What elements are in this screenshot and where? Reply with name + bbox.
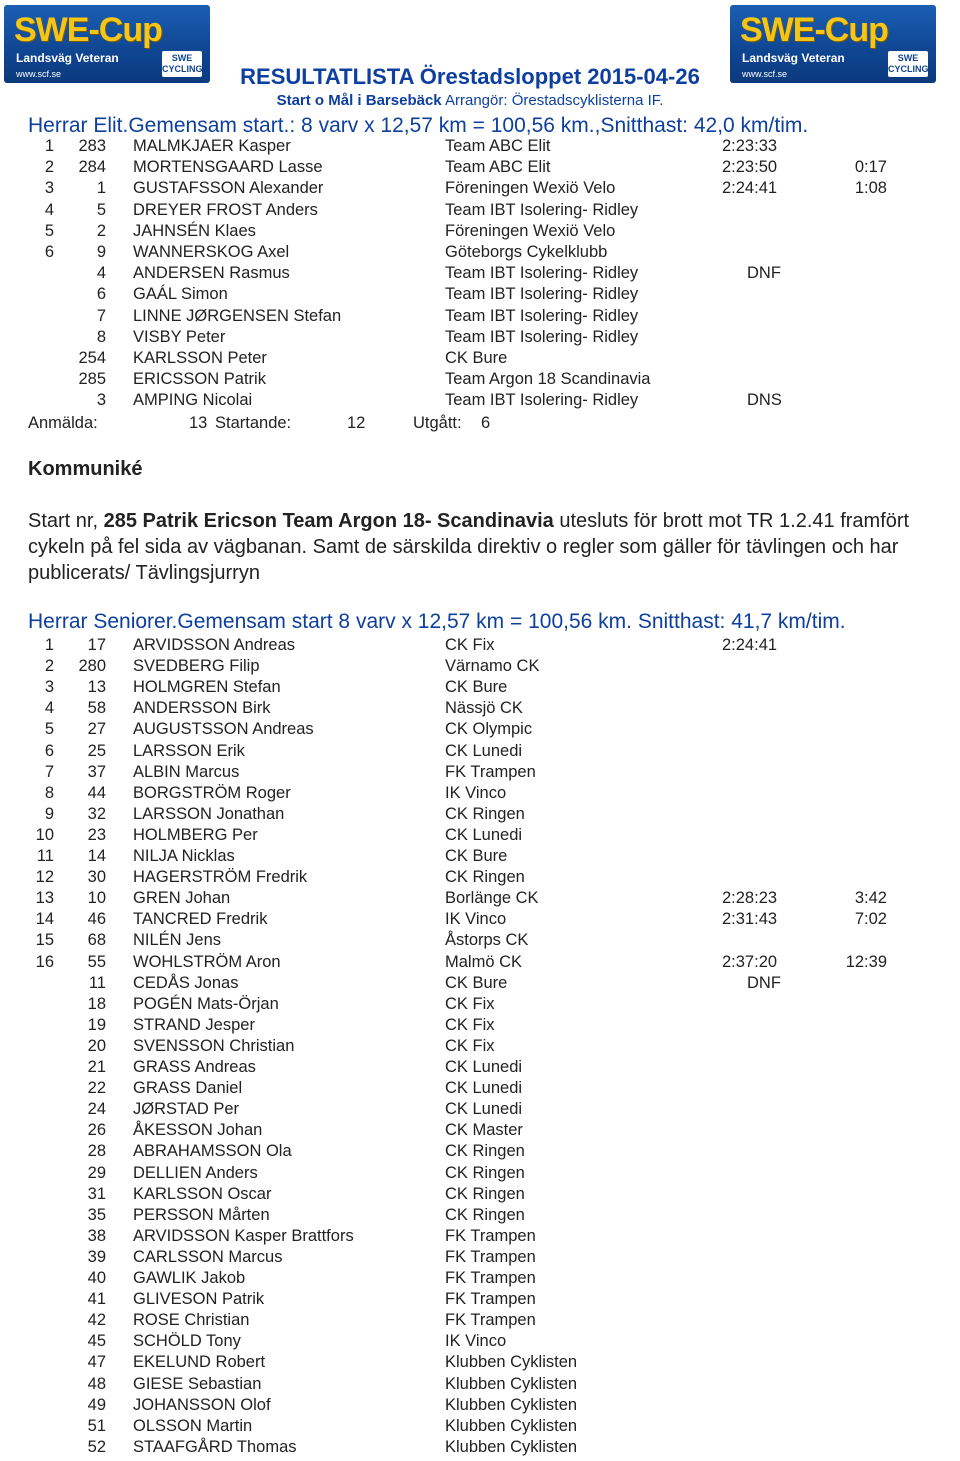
rider-name-cell: LINNE JØRGENSEN Stefan bbox=[133, 306, 342, 325]
start-number-cell: 25 bbox=[87, 741, 106, 760]
start-number-cell: 3 bbox=[96, 391, 106, 410]
swe-cup-logo-left bbox=[4, 5, 210, 83]
rider-name-cell: EKELUND Robert bbox=[133, 1353, 266, 1372]
table-row bbox=[0, 1015, 960, 1036]
table-row bbox=[0, 390, 960, 411]
status-cell: DNS bbox=[747, 391, 782, 410]
start-number-cell: 6 bbox=[96, 285, 106, 304]
rider-name-cell: JOHANSSON Olof bbox=[133, 1395, 271, 1414]
table-row bbox=[0, 909, 960, 930]
position-cell: 15 bbox=[35, 931, 54, 950]
rider-name-cell: SCHÖLD Tony bbox=[133, 1332, 241, 1351]
table-row bbox=[0, 1247, 960, 1268]
logo-url: www.scf.se bbox=[742, 69, 788, 79]
rider-name-cell: GRASS Daniel bbox=[133, 1079, 243, 1098]
table-row bbox=[0, 1395, 960, 1416]
rider-name-cell: GRASS Andreas bbox=[133, 1058, 256, 1076]
time-cell: 2:31:43 bbox=[722, 910, 778, 929]
start-number-cell: 45 bbox=[87, 1332, 106, 1351]
club-cell: Team IBT Isolering- Ridley bbox=[445, 306, 639, 325]
table-row bbox=[0, 1331, 960, 1352]
club-cell: FK Trampen bbox=[445, 1290, 536, 1309]
club-cell: Föreningen Wexiö Velo bbox=[445, 221, 616, 240]
start-number-cell: 47 bbox=[87, 1353, 106, 1372]
club-cell: CK Lunedi bbox=[445, 1058, 523, 1076]
page-subtitle bbox=[210, 92, 730, 109]
start-number-cell: 68 bbox=[87, 931, 106, 950]
rider-name-cell: DELLIEN Anders bbox=[133, 1163, 258, 1182]
position-cell: 3 bbox=[44, 678, 54, 697]
rider-name-cell: GUSTAFSSON Alexander bbox=[133, 179, 324, 198]
start-number-cell: 31 bbox=[87, 1184, 106, 1203]
club-cell: FK Trampen bbox=[445, 1226, 536, 1245]
swe-cup-logo-right bbox=[730, 5, 936, 83]
rider-name-cell: DREYER FROST Anders bbox=[133, 200, 318, 219]
rider-name-cell: BORGSTRÖM Roger bbox=[133, 783, 291, 802]
communique-prefix: Start nr, bbox=[28, 510, 104, 532]
club-cell: CK Lunedi bbox=[445, 1079, 523, 1098]
club-cell: CK Fix bbox=[445, 636, 495, 654]
start-number-cell: 17 bbox=[87, 636, 106, 654]
table-row bbox=[0, 952, 960, 973]
status-cell: DNF bbox=[747, 264, 781, 283]
rider-name-cell: HAGERSTRÖM Fredrik bbox=[133, 868, 308, 887]
club-cell: IK Vinco bbox=[445, 1332, 507, 1351]
club-cell: Åstorps CK bbox=[445, 931, 529, 950]
start-number-cell: 48 bbox=[87, 1374, 106, 1393]
club-cell: CK Bure bbox=[445, 847, 508, 865]
start-number-cell: 2 bbox=[96, 221, 106, 240]
start-number-cell: 5 bbox=[96, 200, 106, 219]
start-number-cell: 46 bbox=[87, 910, 106, 929]
start-number-cell: 29 bbox=[87, 1163, 106, 1182]
table-row bbox=[0, 930, 960, 951]
starters-count: 12 bbox=[347, 414, 366, 432]
position-cell: 3 bbox=[44, 179, 54, 198]
club-cell: CK Fix bbox=[445, 1036, 495, 1055]
club-cell: CK Ringen bbox=[445, 1163, 525, 1182]
communique-rider: 285 Patrik Ericson Team Argon 18- Scandinavia bbox=[103, 510, 554, 532]
page-title: RESULTATLISTA Örestadsloppet 2015-04-26 bbox=[240, 64, 700, 89]
position-cell: 4 bbox=[44, 200, 54, 219]
position-cell: 9 bbox=[44, 804, 54, 823]
start-number-cell: 9 bbox=[96, 243, 106, 261]
rider-name-cell: HOLMGREN Stefan bbox=[133, 678, 281, 697]
table-row bbox=[0, 1352, 960, 1373]
table-row bbox=[0, 635, 960, 656]
club-cell: CK Olympic bbox=[445, 720, 533, 739]
club-cell: Team ABC Elit bbox=[445, 137, 551, 155]
position-cell: 2 bbox=[44, 657, 54, 676]
rider-name-cell: MORTENSGAARD Lasse bbox=[133, 158, 323, 177]
position-cell: 8 bbox=[44, 783, 54, 802]
rider-name-cell: ANDERSEN Rasmus bbox=[133, 264, 290, 283]
club-cell: Team ABC Elit bbox=[445, 158, 551, 177]
swe-cycling-badge: SWE CYCLING bbox=[888, 51, 928, 77]
rider-name-cell: GAÁL Simon bbox=[133, 285, 228, 304]
table-row bbox=[0, 888, 960, 909]
club-cell: CK Ringen bbox=[445, 868, 525, 887]
table-row bbox=[0, 242, 960, 263]
start-number-cell: 27 bbox=[87, 720, 106, 739]
rider-name-cell: SVENSSON Christian bbox=[133, 1036, 295, 1055]
club-cell: CK Ringen bbox=[445, 1184, 525, 1203]
rider-name-cell: ANDERSSON Birk bbox=[133, 699, 271, 718]
section-heading-elit: Herrar Elit.Gemensam start.: 8 varv x 12,57 km = 100,56 km.,Snitthast: 42,0 km/tim. bbox=[28, 114, 809, 137]
start-number-cell: 21 bbox=[87, 1058, 106, 1076]
club-cell: CK Bure bbox=[445, 678, 508, 697]
table-row bbox=[0, 994, 960, 1015]
rider-name-cell: CEDÅS Jonas bbox=[133, 973, 239, 992]
table-row bbox=[0, 656, 960, 677]
rider-name-cell: GIESE Sebastian bbox=[133, 1374, 262, 1393]
time-cell: 2:23:50 bbox=[722, 158, 778, 177]
table-row bbox=[0, 1289, 960, 1310]
table-row bbox=[0, 741, 960, 762]
start-number-cell: 8 bbox=[96, 327, 106, 346]
table-row bbox=[0, 1099, 960, 1120]
starters-label: Startande: bbox=[215, 414, 292, 432]
club-cell: Team IBT Isolering- Ridley bbox=[445, 391, 639, 410]
table-row bbox=[0, 327, 960, 348]
rider-name-cell: ABRAHAMSSON Ola bbox=[133, 1142, 292, 1161]
club-cell: Team Argon 18 Scandinavia bbox=[445, 370, 651, 389]
rider-name-cell: STRAND Jesper bbox=[133, 1015, 255, 1034]
club-cell: FK Trampen bbox=[445, 762, 536, 781]
rider-name-cell: GREN Johan bbox=[133, 889, 231, 908]
start-number-cell: 40 bbox=[87, 1269, 106, 1287]
table-row bbox=[0, 1057, 960, 1078]
subtitle-start-finish: Start o Mål i Barsebäck bbox=[276, 92, 442, 109]
dropped-count: 6 bbox=[481, 414, 491, 432]
club-cell: CK Lunedi bbox=[445, 1100, 523, 1119]
rider-name-cell: ARVIDSSON Andreas bbox=[133, 636, 296, 654]
club-cell: Borlänge CK bbox=[445, 889, 539, 908]
table-row bbox=[0, 1078, 960, 1099]
position-cell: 7 bbox=[44, 762, 54, 781]
position-cell: 5 bbox=[44, 221, 54, 240]
club-cell: CK Bure bbox=[445, 973, 508, 992]
club-cell: CK Bure bbox=[445, 349, 508, 367]
entries-summary bbox=[0, 414, 960, 436]
club-cell: CK Ringen bbox=[445, 804, 525, 823]
rider-name-cell: AUGUSTSSON Andreas bbox=[133, 720, 314, 739]
club-cell: Klubben Cyklisten bbox=[445, 1395, 578, 1414]
club-cell: CK Ringen bbox=[445, 1205, 525, 1224]
start-number-cell: 30 bbox=[87, 868, 106, 887]
rider-name-cell: JAHNSÉN Klaes bbox=[133, 221, 256, 240]
table-row bbox=[0, 783, 960, 804]
table-row bbox=[0, 1226, 960, 1247]
start-number-cell: 23 bbox=[87, 825, 106, 844]
position-cell: 6 bbox=[44, 243, 54, 261]
rider-name-cell: KARLSSON Peter bbox=[133, 349, 267, 367]
position-cell: 13 bbox=[35, 889, 54, 908]
start-number-cell: 38 bbox=[87, 1226, 106, 1245]
table-row bbox=[0, 762, 960, 783]
start-number-cell: 37 bbox=[87, 762, 106, 781]
start-number-cell: 32 bbox=[87, 804, 106, 823]
gap-cell: 0:17 bbox=[854, 158, 887, 177]
start-number-cell: 26 bbox=[87, 1121, 106, 1140]
start-number-cell: 254 bbox=[78, 349, 106, 367]
start-number-cell: 51 bbox=[87, 1416, 106, 1435]
club-cell: IK Vinco bbox=[445, 783, 507, 802]
communique-heading: Kommuniké bbox=[28, 458, 143, 480]
table-row bbox=[0, 221, 960, 242]
registered-count: 13 bbox=[189, 414, 208, 432]
position-cell: 6 bbox=[44, 741, 54, 760]
start-number-cell: 19 bbox=[87, 1015, 106, 1034]
start-number-cell: 1 bbox=[96, 179, 106, 198]
table-row bbox=[0, 1036, 960, 1057]
table-row bbox=[0, 306, 960, 327]
club-cell: CK Lunedi bbox=[445, 825, 523, 844]
subtitle-organizer: Arrangör: Örestadscyklisterna IF. bbox=[445, 92, 664, 109]
table-row bbox=[0, 284, 960, 305]
time-cell: 2:37:20 bbox=[722, 952, 778, 971]
rider-name-cell: GLIVESON Patrik bbox=[133, 1290, 265, 1309]
club-cell: CK Fix bbox=[445, 1015, 495, 1034]
time-cell: 2:24:41 bbox=[722, 179, 778, 198]
club-cell: Föreningen Wexiö Velo bbox=[445, 179, 616, 198]
club-cell: Team IBT Isolering- Ridley bbox=[445, 285, 639, 304]
club-cell: Göteborgs Cykelklubb bbox=[445, 243, 608, 261]
table-row bbox=[0, 698, 960, 719]
position-cell: 4 bbox=[44, 699, 54, 718]
club-cell: FK Trampen bbox=[445, 1311, 536, 1330]
table-row bbox=[0, 804, 960, 825]
start-number-cell: 18 bbox=[87, 994, 106, 1013]
rider-name-cell: AMPING Nicolai bbox=[133, 391, 253, 410]
rider-name-cell: ÅKESSON Johan bbox=[133, 1121, 263, 1140]
gap-cell: 7:02 bbox=[854, 910, 887, 929]
logo-subtitle: Landsväg Veteran bbox=[16, 51, 119, 65]
table-row bbox=[0, 348, 960, 369]
table-row bbox=[0, 677, 960, 698]
table-row bbox=[0, 1184, 960, 1205]
table-row bbox=[0, 178, 960, 199]
rider-name-cell: VISBY Peter bbox=[133, 327, 226, 346]
club-cell: IK Vinco bbox=[445, 910, 507, 929]
start-number-cell: 52 bbox=[87, 1437, 106, 1456]
start-number-cell: 7 bbox=[96, 306, 106, 325]
club-cell: Klubben Cyklisten bbox=[445, 1416, 578, 1435]
swe-cycling-badge: SWE CYCLING bbox=[162, 51, 202, 77]
table-row bbox=[0, 1374, 960, 1395]
section-heading-seniorer: Herrar Seniorer.Gemensam start 8 varv x 12,57 km = 100,56 km. Snitthast: 41,7 km/tim. bbox=[28, 610, 846, 633]
club-cell: Team IBT Isolering- Ridley bbox=[445, 327, 639, 346]
club-cell: CK Ringen bbox=[445, 1142, 525, 1161]
table-row bbox=[0, 136, 960, 157]
rider-name-cell: OLSSON Martin bbox=[133, 1416, 253, 1435]
club-cell: CK Fix bbox=[445, 994, 495, 1013]
start-number-cell: 280 bbox=[78, 657, 106, 676]
gap-cell: 3:42 bbox=[854, 889, 887, 908]
table-row bbox=[0, 1268, 960, 1289]
rider-name-cell: ALBIN Marcus bbox=[133, 762, 240, 781]
gap-cell: 1:08 bbox=[854, 179, 887, 198]
logo-title: SWE-Cup bbox=[740, 11, 888, 49]
start-number-cell: 11 bbox=[88, 973, 106, 992]
position-cell: 14 bbox=[35, 910, 54, 929]
position-cell: 16 bbox=[35, 952, 54, 971]
start-number-cell: 20 bbox=[87, 1036, 106, 1055]
club-cell: Klubben Cyklisten bbox=[445, 1437, 578, 1456]
rider-name-cell: GAWLIK Jakob bbox=[133, 1269, 246, 1287]
start-number-cell: 14 bbox=[87, 847, 106, 865]
rider-name-cell: SVEDBERG Filip bbox=[133, 657, 260, 676]
logo-subtitle: Landsväg Veteran bbox=[742, 51, 845, 65]
dropped-label: Utgått: bbox=[413, 414, 462, 432]
club-cell: Team IBT Isolering- Ridley bbox=[445, 200, 639, 219]
communique-body: utesluts för brott mot TR 1.2.41 framfört cykeln på fel sida av vägbanan. Samt de särskilda direktiv o regler som gäller för tävlingen och har publicerats/ Tävlingsjurryn bbox=[28, 510, 910, 584]
start-number-cell: 13 bbox=[87, 678, 106, 697]
table-row bbox=[0, 369, 960, 390]
table-row bbox=[0, 1437, 960, 1458]
table-row bbox=[0, 973, 960, 994]
start-number-cell: 10 bbox=[87, 889, 106, 908]
communique-text bbox=[28, 508, 948, 586]
rider-name-cell: HOLMBERG Per bbox=[133, 825, 258, 844]
rider-name-cell: CARLSSON Marcus bbox=[133, 1247, 283, 1266]
club-cell: FK Trampen bbox=[445, 1247, 536, 1266]
table-row bbox=[0, 1205, 960, 1226]
position-cell: 12 bbox=[35, 868, 54, 887]
logo-url: www.scf.se bbox=[16, 69, 62, 79]
table-row bbox=[0, 1120, 960, 1141]
start-number-cell: 283 bbox=[78, 137, 106, 155]
start-number-cell: 28 bbox=[87, 1142, 106, 1161]
table-row bbox=[0, 825, 960, 846]
position-cell: 1 bbox=[44, 636, 54, 654]
start-number-cell: 24 bbox=[87, 1100, 106, 1119]
rider-name-cell: TANCRED Fredrik bbox=[133, 910, 268, 929]
start-number-cell: 58 bbox=[87, 699, 106, 718]
table-row bbox=[0, 867, 960, 888]
start-number-cell: 4 bbox=[96, 264, 106, 283]
position-cell: 5 bbox=[44, 720, 54, 739]
position-cell: 10 bbox=[35, 825, 54, 844]
status-cell: DNF bbox=[747, 973, 781, 992]
club-cell: CK Master bbox=[445, 1121, 523, 1140]
rider-name-cell: MALMKJAER Kasper bbox=[133, 137, 291, 155]
rider-name-cell: LARSSON Jonathan bbox=[133, 804, 285, 823]
table-row bbox=[0, 157, 960, 178]
registered-label: Anmälda: bbox=[28, 414, 98, 432]
table-row bbox=[0, 1141, 960, 1162]
club-cell: Team IBT Isolering- Ridley bbox=[445, 264, 639, 283]
rider-name-cell: NILJA Nicklas bbox=[133, 847, 235, 865]
rider-name-cell: WOHLSTRÖM Aron bbox=[133, 952, 281, 971]
club-cell: Nässjö CK bbox=[445, 699, 523, 718]
start-number-cell: 49 bbox=[87, 1395, 106, 1414]
club-cell: Klubben Cyklisten bbox=[445, 1374, 578, 1393]
table-row bbox=[0, 1416, 960, 1437]
club-cell: FK Trampen bbox=[445, 1269, 536, 1287]
table-row bbox=[0, 1163, 960, 1184]
start-number-cell: 55 bbox=[87, 952, 106, 971]
rider-name-cell: ROSE Christian bbox=[133, 1311, 250, 1330]
start-number-cell: 39 bbox=[87, 1247, 106, 1266]
table-row bbox=[0, 719, 960, 740]
start-number-cell: 42 bbox=[87, 1311, 106, 1330]
start-number-cell: 284 bbox=[78, 158, 106, 177]
time-cell: 2:24:41 bbox=[722, 636, 778, 654]
start-number-cell: 22 bbox=[87, 1079, 106, 1098]
rider-name-cell: KARLSSON Oscar bbox=[133, 1184, 272, 1203]
start-number-cell: 35 bbox=[87, 1205, 106, 1224]
table-row bbox=[0, 200, 960, 221]
start-number-cell: 41 bbox=[87, 1290, 106, 1309]
position-cell: 2 bbox=[44, 158, 54, 177]
time-cell: 2:23:33 bbox=[722, 137, 778, 155]
rider-name-cell: NILÉN Jens bbox=[133, 931, 222, 950]
rider-name-cell: STAAFGÅRD Thomas bbox=[133, 1437, 297, 1456]
rider-name-cell: ERICSSON Patrik bbox=[133, 370, 266, 389]
rider-name-cell: ARVIDSSON Kasper Brattfors bbox=[133, 1226, 354, 1245]
club-cell: Värnamo CK bbox=[445, 657, 540, 676]
club-cell: CK Lunedi bbox=[445, 741, 523, 760]
gap-cell: 12:39 bbox=[845, 952, 887, 971]
club-cell: Malmö CK bbox=[445, 952, 523, 971]
table-row bbox=[0, 846, 960, 867]
club-cell: Klubben Cyklisten bbox=[445, 1353, 578, 1372]
start-number-cell: 285 bbox=[78, 370, 106, 389]
logo-title: SWE-Cup bbox=[14, 11, 162, 49]
rider-name-cell: LARSSON Erik bbox=[133, 741, 245, 760]
position-cell: 1 bbox=[44, 137, 54, 155]
time-cell: 2:28:23 bbox=[722, 889, 778, 908]
rider-name-cell: POGÉN Mats-Örjan bbox=[133, 994, 279, 1013]
table-row bbox=[0, 263, 960, 284]
table-row bbox=[0, 1310, 960, 1331]
rider-name-cell: JØRSTAD Per bbox=[133, 1100, 240, 1119]
rider-name-cell: WANNERSKOG Axel bbox=[133, 243, 290, 261]
rider-name-cell: PERSSON Mårten bbox=[133, 1205, 270, 1224]
position-cell: 11 bbox=[36, 847, 54, 865]
start-number-cell: 44 bbox=[87, 783, 106, 802]
